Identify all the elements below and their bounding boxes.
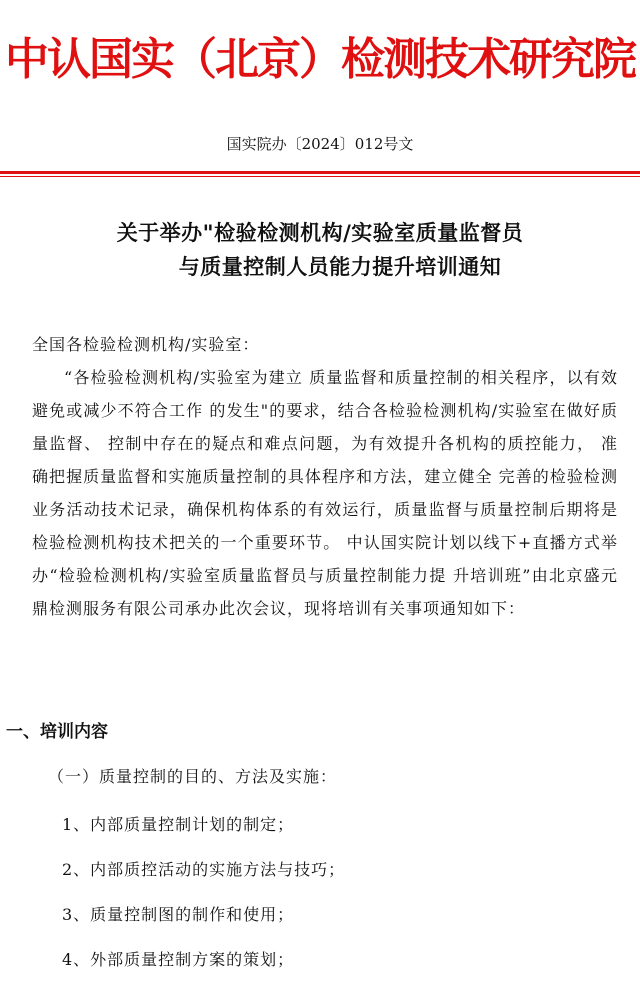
list-item: 3、质量控制图的制作和使用； xyxy=(62,905,295,924)
list-item: 1、内部质量控制计划的制定； xyxy=(62,815,295,834)
body-paragraph: “各检验检测机构/实验室为建立 质量监督和质量控制的相关程序，以有效避免或减少不符合工作 的发生"的要求，结合各检验检测机构/实验室在做好质量监督、 控制中存在的疑点和难点问题，为有效提升各机构的质控能力， 准确把握质量监督和实施质量控制的具体程序和方法，建立健全 完善的检验检测业务活动技术记录，确保机构体系的有效运行，质量监督与质量控制后期将是检验检测机构技术把关的一个重要环节。 中认国实院计划以线下+直播方式举办“检验检测机构/实验室质量监督员与质量控制能力提 升培训班”由北京盛元鼎检测服务有限公司承办此次会议，现将培训有关事项通知如下： xyxy=(32,368,618,618)
document-header xyxy=(0,30,640,90)
document-number: 国实院办〔2024〕012号文 xyxy=(226,135,414,153)
header-divider-thin xyxy=(0,176,640,177)
notice-title xyxy=(0,216,640,284)
notice-body xyxy=(28,328,618,625)
header-divider xyxy=(0,171,640,174)
list-item: 4、外部质量控制方案的策划； xyxy=(62,950,295,969)
training-item-list xyxy=(62,812,345,992)
list-item: 2、内部质控活动的实施方法与技巧； xyxy=(62,860,346,879)
organization-title: 中认国实（北京）检测技术研究院 xyxy=(5,34,635,85)
subsection-quality-control: （一）质量控制的目的、方法及实施： xyxy=(48,767,338,786)
salutation: 全国各检验检测机构/实验室： xyxy=(32,335,260,354)
section-heading-training-content: 一、培训内容 xyxy=(6,722,108,742)
notice-title-line1: 关于举办"检验检测机构/实验室质量监督员 xyxy=(116,220,524,245)
notice-title-line2: 与质量控制人员能力提升培训通知 xyxy=(178,254,502,279)
